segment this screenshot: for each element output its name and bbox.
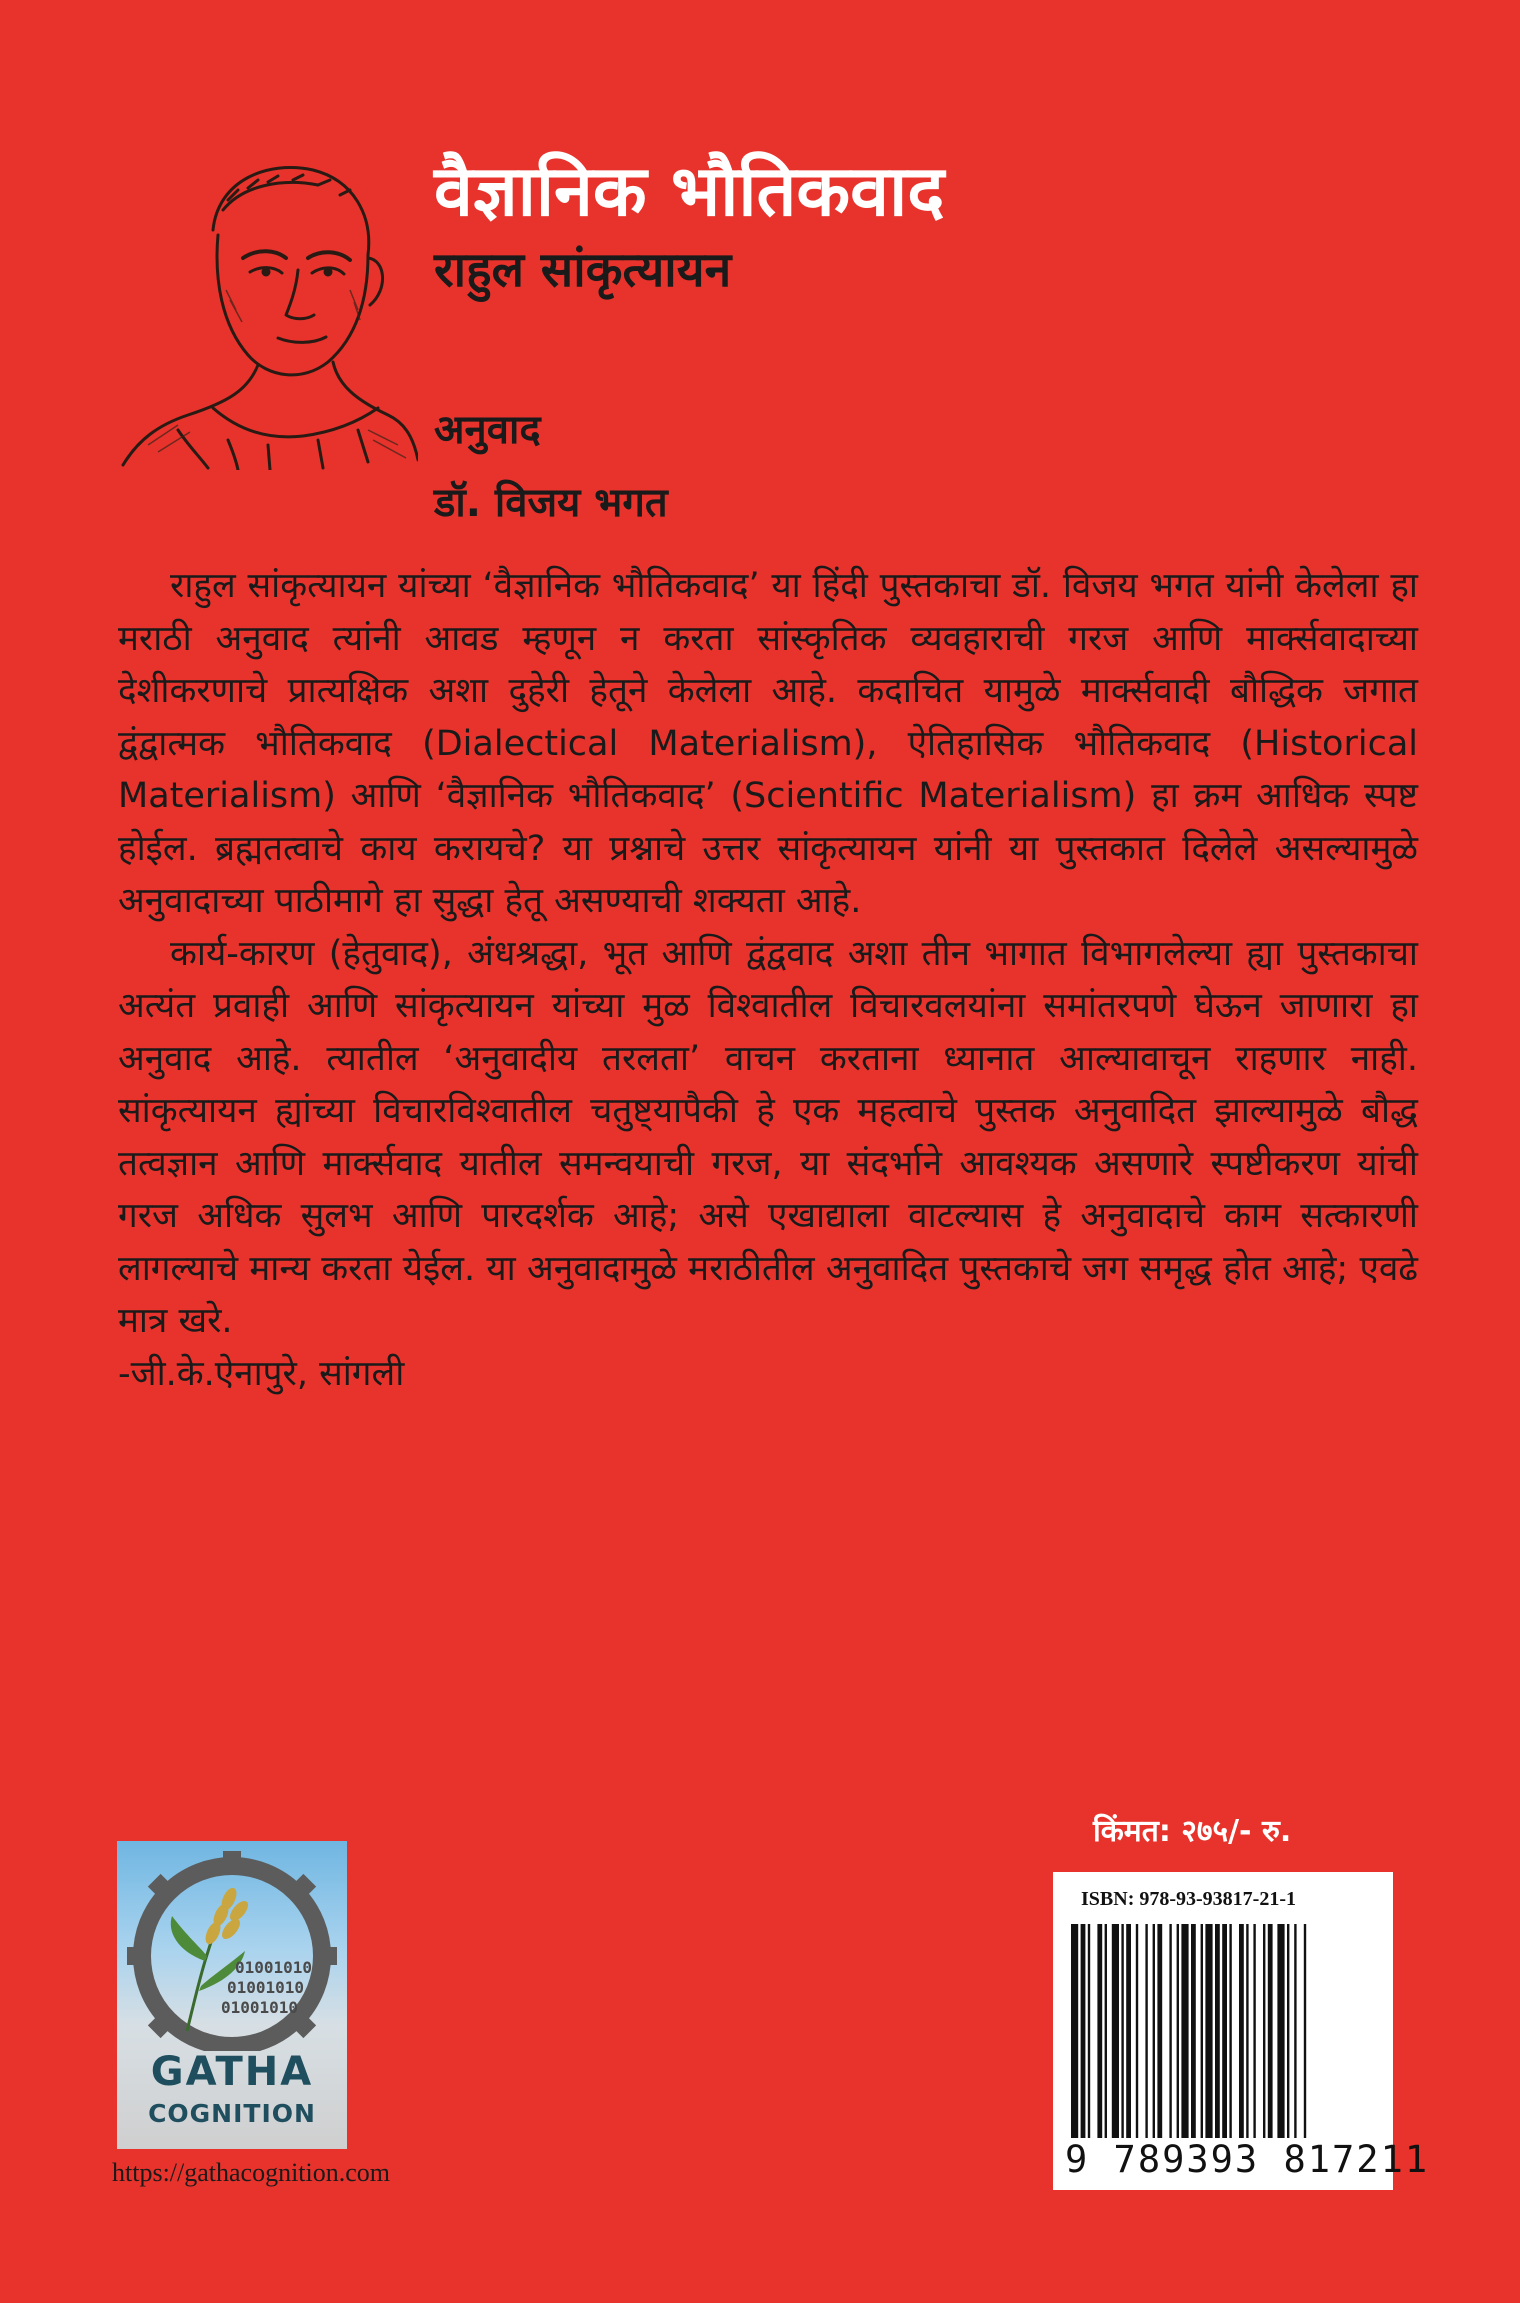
gear-wheat-logo-icon <box>117 1841 347 2051</box>
binary-line-1: 01001010 <box>235 1958 313 1977</box>
blurb <box>118 560 1418 1400</box>
price-label: किंमत: २७५/- रु. <box>1093 1814 1292 1849</box>
binary-line-2: 01001010 <box>227 1978 305 1997</box>
publisher-website: https://gathacognition.com <box>112 2158 391 2187</box>
translator-name: डॉ. विजय भगत <box>434 480 668 526</box>
blurb-signature: -जी.के.ऐनापुरे, सांगली <box>118 1353 405 1394</box>
blurb-paragraph-1: राहुल सांकृत्यायन यांच्या ‘वैज्ञानिक भौतिकवाद’ या हिंदी पुस्तकाचा डॉ. विजय भगत यांनी केलेला हा मराठी अनुवाद त्यांनी आवड म्हणून न करता सांस्कृतिक व्यवहाराची गरज आणि मार्क्सवादाच्या देशीकरणाचे प्रात्यक्षिक अशा दुहेरी हेतूने केलेला आहे. कदाचित यामुळे मार्क्सवादी बौद्धिक जगात द्वंद्वात्मक भौतिकवाद (Dialectical Materialism), ऐतिहासिक भौतिकवाद (Historical Materialism) आणि ‘वैज्ञानिक भौतिकवाद’ (Scientific Materialism) हा क्रम आधिक स्पष्ट होईल. ब्रह्मतत्वाचे काय करायचे? या प्रश्नाचे उत्तर सांकृत्यायन यांनी या पुस्तकात दिलेले असल्यामुळे अनुवादाच्या पाठीमागे हा सुद्धा हेतू असण्याची शक्यता आहे. <box>118 566 1418 921</box>
blurb-paragraph-2: कार्य-कारण (हेतुवाद), अंधश्रद्धा, भूत आणि द्वंद्ववाद अशा तीन भागात विभागलेल्या ह्या पुस्तकाचा अत्यंत प्रवाही आणि सांकृत्यायन यांच्या मुळ विश्वातील विचारवलयांना समांतरपणे घेऊन जाणारा हा अनुवाद आहे. त्यातील ‘अनुवादीय तरलता’ वाचन करताना ध्यानात आल्यावाचून राहणार नाही. सांकृत्यायन ह्यांच्या विचारविश्वातील चतुष्ट्यापैकी हे एक महत्वाचे पुस्तक अनुवादित झाल्यामुळे बौद्ध तत्वज्ञान आणि मार्क्सवाद यातील समन्वयाची गरज, या संदर्भाने आवश्यक असणारे स्पष्टीकरण यांची गरज अधिक सुलभ आणि पारदर्शक आहे; असे एखाद्याला वाटल्यास हे अनुवादाचे काम सत्कारणी लागल्याचे मान्य करता येईल. या अनुवादामुळे मराठीतील अनुवादित पुस्तकाचे जग समृद्ध होत आहे; एवढे मात्र खरे. <box>118 933 1418 1341</box>
barcode-icon <box>1071 1924 1375 2138</box>
translation-label: अनुवाद <box>434 407 541 453</box>
logo-word-gatha: GATHA <box>150 2049 314 2095</box>
isbn-barcode-panel <box>1053 1872 1430 2190</box>
author-portrait <box>118 140 418 470</box>
binary-line-3: 01001010 <box>221 1998 299 2017</box>
logo-word-cognition: COGNITION <box>148 2099 316 2128</box>
barcode-digits: 9 789393 817211 <box>1065 2138 1430 2181</box>
isbn-label: ISBN: 978-93-93817-21-1 <box>1081 1888 1296 1910</box>
publisher-logo <box>117 1841 347 2149</box>
book-title: वैज्ञानिक भौतिकवाद <box>434 150 945 232</box>
author-name: राहुल सांकृत्यायन <box>434 242 732 298</box>
